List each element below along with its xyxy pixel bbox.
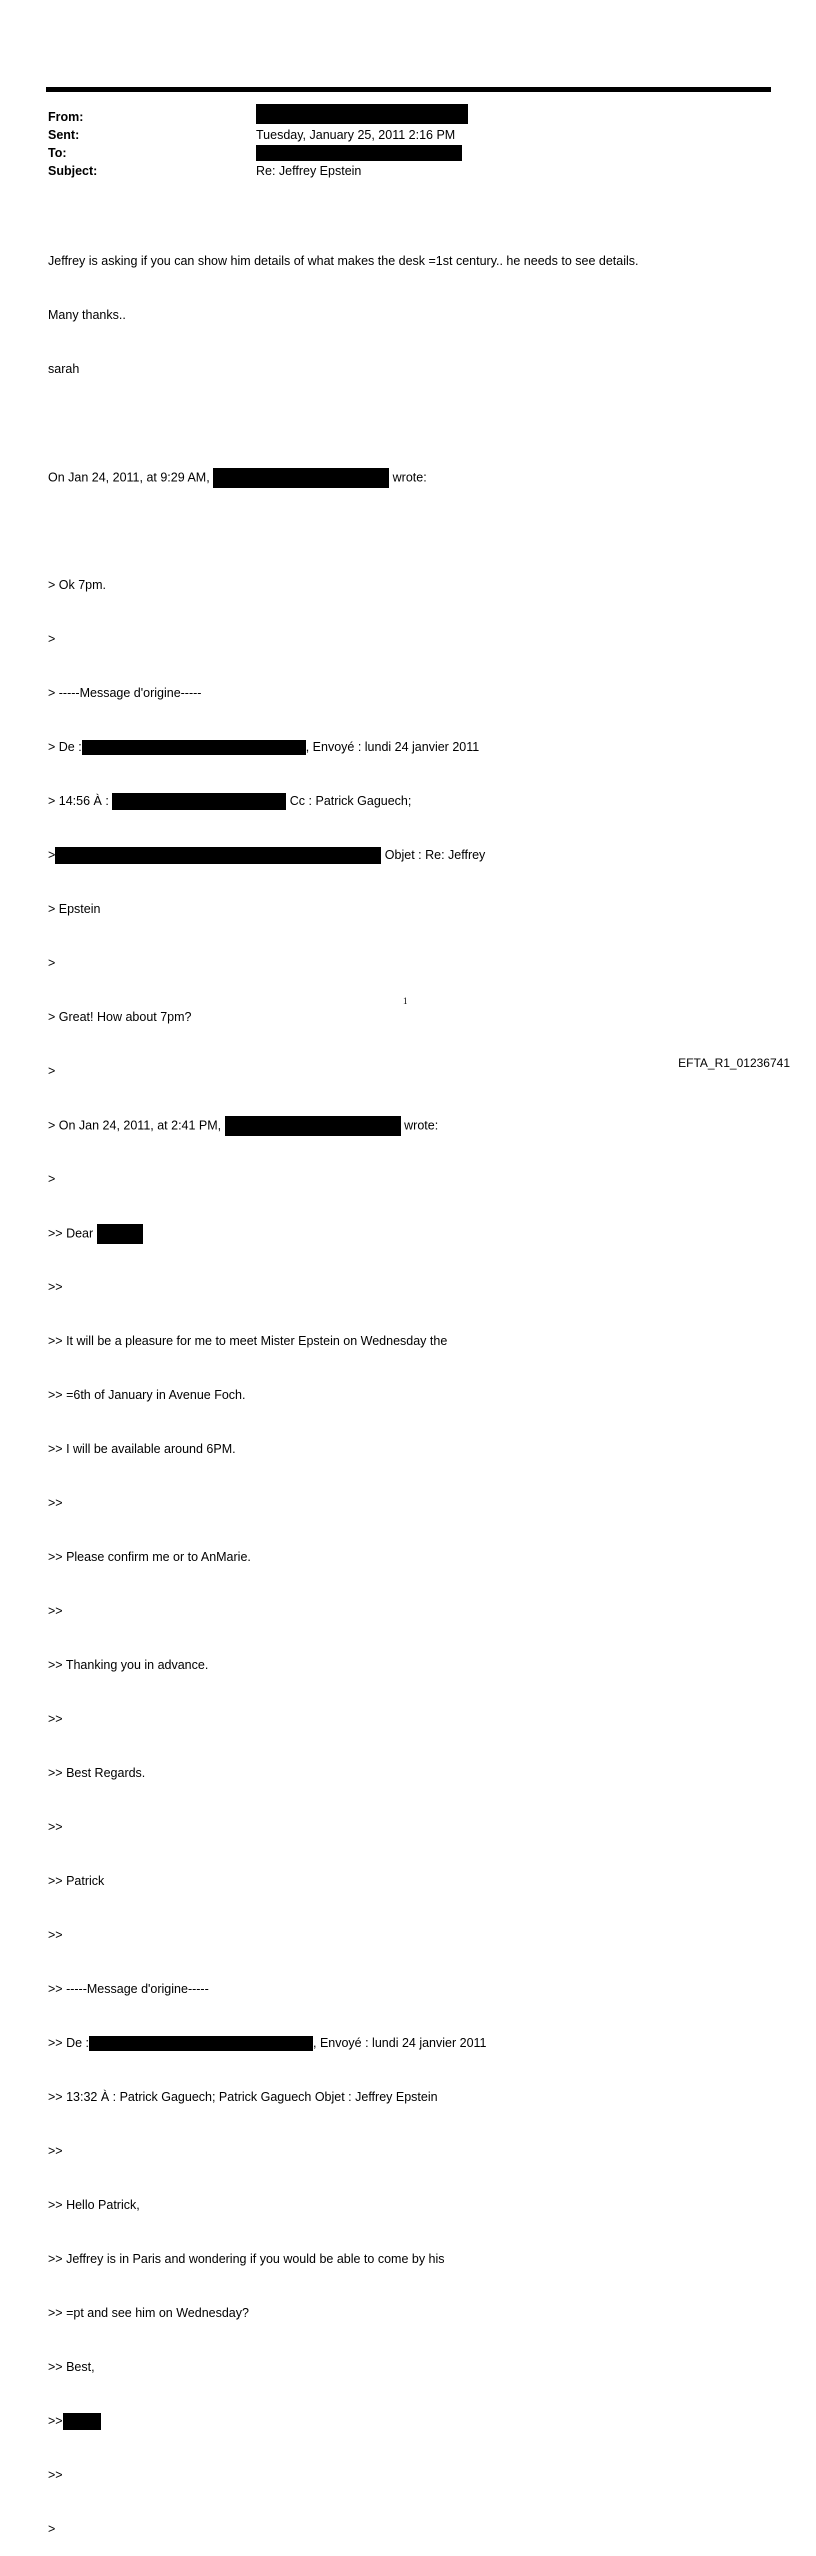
redaction-block [63,2413,101,2430]
page-number: 1 [403,996,408,1006]
quote-line: >> Hello Patrick, [48,2198,140,2212]
quote-line: >> Best, [48,2360,95,2374]
quote-line: >> [48,2468,63,2482]
redaction-block [89,2036,313,2051]
subject-label: Subject: [48,164,98,178]
quote-line: > On Jan 24, 2011, at 2:41 PM, wrote: [48,1116,638,1134]
sent-row [48,126,468,144]
quote-line: >> [48,2144,63,2158]
document-id: EFTA_R1_01236741 [678,1056,790,1070]
quote-line: > -----Message d'origine----- [48,686,202,700]
redaction-block [256,145,462,161]
quote-line: > Epstein [48,902,101,916]
quote-line: > Ok 7pm. [48,578,107,592]
quote-header-line: On Jan 24, 2011, at 9:29 AM, wrote: [48,468,638,486]
quote-line: > 14:56 À : Cc : Patrick Gaguech; [48,792,638,810]
redaction-block [256,104,468,124]
email-header [48,108,468,180]
quote-line: >> =pt and see him on Wednesday? [48,2306,249,2320]
quote-line: > [48,632,56,646]
redaction-block [55,847,381,864]
quote-line: >> -----Message d'origine----- [48,1982,209,1996]
quote-line: >> [48,1280,63,1294]
email-body [48,216,638,2556]
quote-line: >> I will be available around 6PM. [48,1442,236,1456]
quote-line: >> Jeffrey is in Paris and wondering if you would be able to come by his [48,2252,445,2266]
quote-line: > Objet : Re: Jeffrey [48,846,638,864]
header-rule [46,87,771,92]
quote-line: >> [48,1712,63,1726]
redaction-block [225,1116,401,1136]
sent-value: Tuesday, January 25, 2011 2:16 PM [256,128,456,142]
redaction-block [213,468,389,488]
body-line: Many thanks.. [48,308,126,322]
body-line: Jeffrey is asking if you can show him details of what makes the desk =1st century.. he needs to see details. [48,254,639,268]
quote-line: >> [48,2412,638,2430]
sent-label: Sent: [48,128,80,142]
subject-row [48,162,468,180]
quote-line: >> [48,1604,63,1618]
redaction-block [82,740,306,755]
subject-value: Re: Jeffrey Epstein [256,164,362,178]
quote-line: >> [48,1928,63,1942]
quote-line: >> [48,1820,63,1834]
quote-line: > [48,1064,56,1078]
quote-line: >> Patrick [48,1874,105,1888]
quote-line: >> [48,1496,63,1510]
quote-line: >> =6th of January in Avenue Foch. [48,1388,246,1402]
quote-line: >> Best Regards. [48,1766,146,1780]
quote-line: >> De : , Envoyé : lundi 24 janvier 2011 [48,2036,487,2050]
quote-line: > [48,1172,56,1186]
from-row [48,108,468,126]
to-row [48,144,468,162]
body-line: sarah [48,362,80,376]
redaction-block [97,1224,143,1244]
quote-line: >> Please confirm me or to AnMarie. [48,1550,251,1564]
quote-line: >> 13:32 À : Patrick Gaguech; Patrick Gaguech Objet : Jeffrey Epstein [48,2090,438,2104]
quote-line: >> Dear [48,1224,638,1242]
quote-line: > [48,2522,56,2536]
redaction-block [112,793,286,810]
from-label: From: [48,110,84,124]
quote-line: > Great! How about 7pm? [48,1010,192,1024]
quote-line: > [48,956,56,970]
to-label: To: [48,146,67,160]
quote-line: >> It will be a pleasure for me to meet Mister Epstein on Wednesday the [48,1334,448,1348]
quote-line: >> Thanking you in advance. [48,1658,209,1672]
quote-line: > De : , Envoyé : lundi 24 janvier 2011 [48,740,480,754]
